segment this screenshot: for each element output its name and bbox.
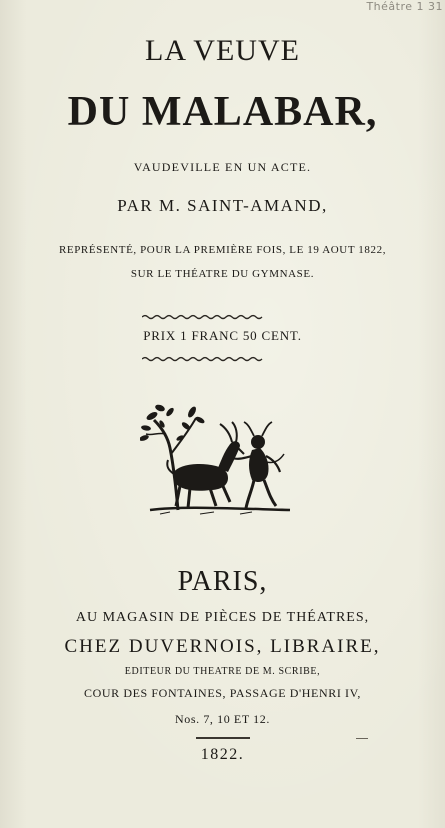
publisher-line-3: EDITEUR DU THEATRE DE M. SCRIBE,	[124, 666, 321, 677]
ornamental-rule-top	[142, 314, 265, 320]
publisher-line-2: CHEZ DUVERNOIS, LIBRAIRE,	[64, 636, 381, 657]
publisher-line-1: AU MAGASIN DE PIÈCES DE THÉATRES,	[75, 610, 370, 625]
publisher-line-5: Nos. 7, 10 ET 12.	[175, 712, 270, 726]
publication-year: 1822.	[200, 746, 245, 763]
goat-and-satyr-woodcut-icon	[140, 398, 300, 518]
publisher-line-4: COUR DES FONTAINES, PASSAGE D'HENRI IV,	[84, 686, 361, 700]
premiere-line-1: REPRÉSENTÉ, POUR LA PREMIÈRE FOIS, LE 19 AOUT 1822,	[58, 244, 387, 256]
publication-city: PARIS,	[177, 566, 268, 597]
premiere-line-2: SUR LE THÉATRE DU GYMNASE.	[130, 268, 315, 280]
subtitle: VAUDEVILLE EN UN ACTE.	[133, 160, 312, 174]
rule-divider	[196, 737, 250, 739]
author: PAR M. SAINT-AMAND,	[117, 196, 328, 215]
catalog-note: Théâtre 1 31	[366, 0, 443, 13]
title-line-1: LA VEUVE	[145, 34, 300, 67]
ornamental-rule-bottom	[142, 356, 265, 362]
title-line-2: DU MALABAR,	[67, 89, 378, 135]
rule-tick	[356, 738, 368, 739]
price: PRIX 1 FRANC 50 CENT.	[143, 328, 302, 343]
